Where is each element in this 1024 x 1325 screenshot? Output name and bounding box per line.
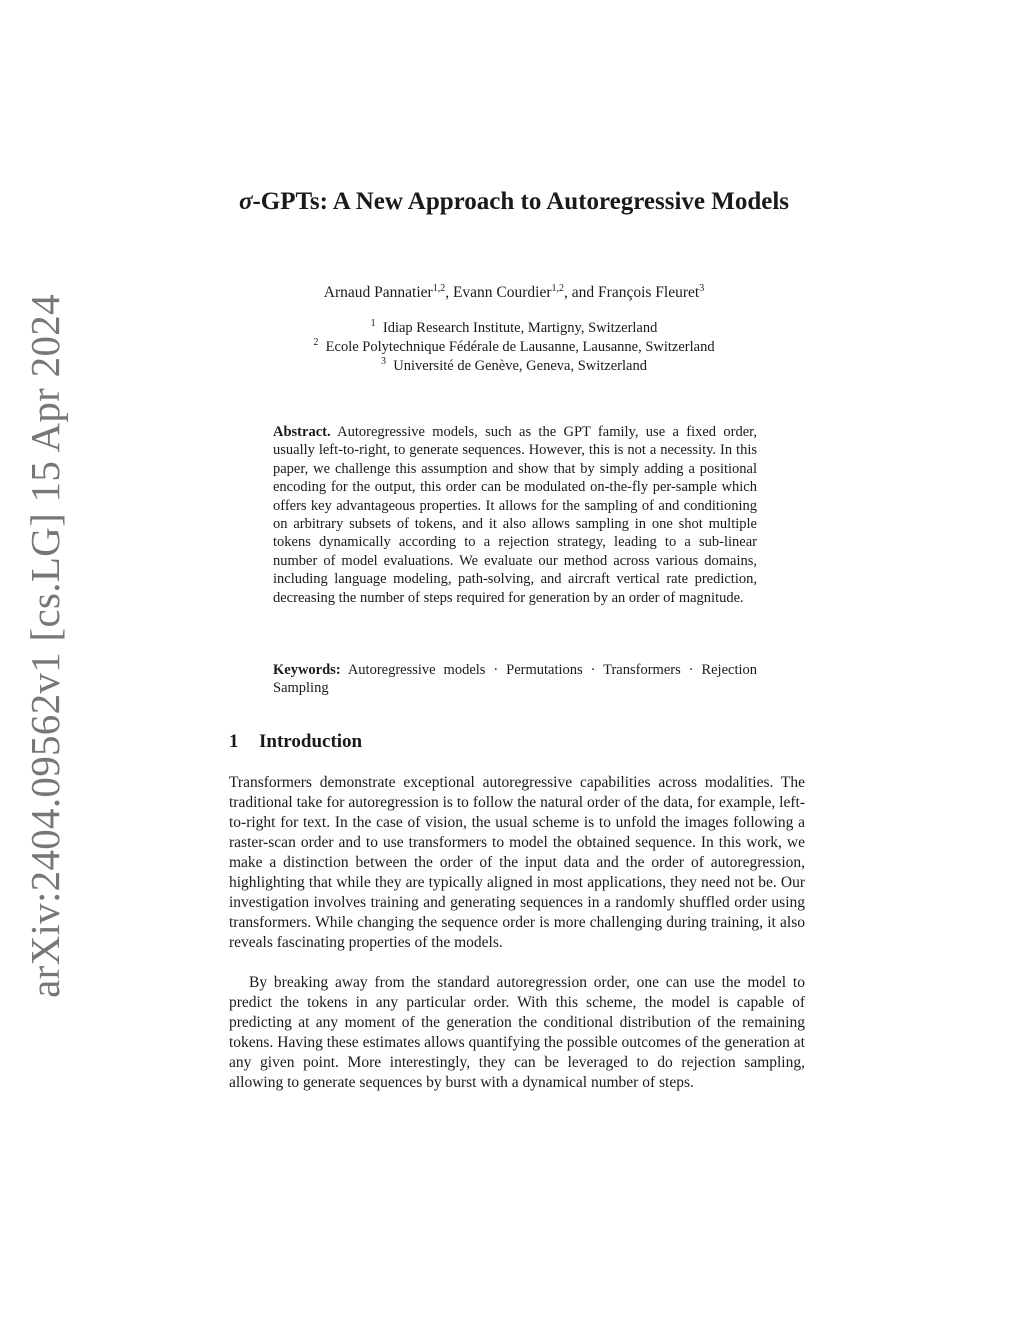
arxiv-identifier-stamp: arXiv:2404.09562v1 [cs.LG] 15 Apr 2024 bbox=[22, 294, 68, 998]
affiliation-line bbox=[200, 357, 828, 376]
affiliation-number: 1 bbox=[370, 318, 376, 329]
author-name: François Fleuret bbox=[598, 284, 700, 301]
keywords-text: Autoregressive models · Permutations · Transformers · Rejection Sampling bbox=[273, 662, 758, 697]
section-heading bbox=[229, 731, 362, 753]
affiliation-text: Université de Genève, Geneva, Switzerland bbox=[393, 358, 647, 374]
affiliation-line bbox=[200, 338, 828, 357]
body-paragraph: Transformers demonstrate exceptional autoregressive capabilities across modalities. The traditional take for autoregression is to follow the natural order of the data, for example, left-to-right for text. In the case of vision, the usual scheme is to unfold the images following a raster-scan order and to use transformers to model the obtained sequence. In this work, we make a distinction between the order of the input data and the order of autoregression, highlighting that while they are typically aligned in most applications, they need not be. Our investigation involves training and generating sequences in a randomly shuffled order using transformers. While changing the sequence order is more challenging during training, it also reveals fascinating properties of the models. bbox=[229, 774, 805, 951]
abstract-text: Autoregressive models, such as the GPT family, use a fixed order, usually left-to-right, to generate sequences. However, this is not a necessity. In this paper, we challenge this assumption and show that by simply adding a positional encoding for the output, this order can be modulated on-the-fly per-sample which offers key advantageous properties. It allows for the sampling of and conditioning on arbitrary subsets of tokens, and it also allows sampling in one shot multiple tokens dynamically according to a rejection strategy, leading to a sub-linear number of model evaluations. We evaluate our method across various domains, including language modeling, path-solving, and aircraft vertical rate prediction, decreasing the number of steps required for generation by an order of magnitude. bbox=[273, 424, 757, 606]
title-text: -GPTs: A New Approach to Autoregressive Models bbox=[252, 188, 790, 215]
paper-title bbox=[200, 186, 828, 217]
section-number: 1 bbox=[229, 731, 239, 752]
affiliation-list bbox=[200, 319, 828, 376]
author-name: Evann Courdier bbox=[452, 284, 552, 301]
title-sigma: σ bbox=[238, 188, 253, 215]
body-paragraph: By breaking away from the standard autoregression order, one can use the model to predict the tokens in any particular order. With this scheme, the model is capable of predicting at any moment of the generation the conditional distribution of the remaining tokens. Having these estimates allows quantifying the possible outcomes of the generation at any given point. More interestingly, they can be leveraged to do rejection sampling, allowing to generate sequences by burst with a dynamical number of steps. bbox=[229, 974, 805, 1091]
author-separator: , bbox=[445, 284, 453, 301]
affiliation-number: 2 bbox=[313, 337, 319, 348]
affiliation-text: Ecole Polytechnique Fédérale de Lausanne, Lausanne, Switzerland bbox=[325, 339, 715, 355]
author-affiliation-marker: 1,2 bbox=[551, 283, 565, 294]
author-separator: , and bbox=[564, 284, 599, 301]
author-list bbox=[200, 284, 828, 302]
keywords-label: Keywords: bbox=[273, 662, 341, 678]
affiliation-number: 3 bbox=[381, 356, 387, 367]
abstract-label: Abstract. bbox=[273, 424, 331, 440]
author-affiliation-marker: 3 bbox=[699, 283, 705, 294]
affiliation-line bbox=[200, 319, 828, 338]
author-name: Arnaud Pannatier bbox=[323, 284, 433, 301]
keywords bbox=[273, 661, 757, 698]
abstract bbox=[273, 423, 757, 607]
section-title: Introduction bbox=[259, 731, 363, 752]
author-affiliation-marker: 1,2 bbox=[432, 283, 446, 294]
affiliation-text: Idiap Research Institute, Martigny, Switzerland bbox=[382, 320, 658, 336]
